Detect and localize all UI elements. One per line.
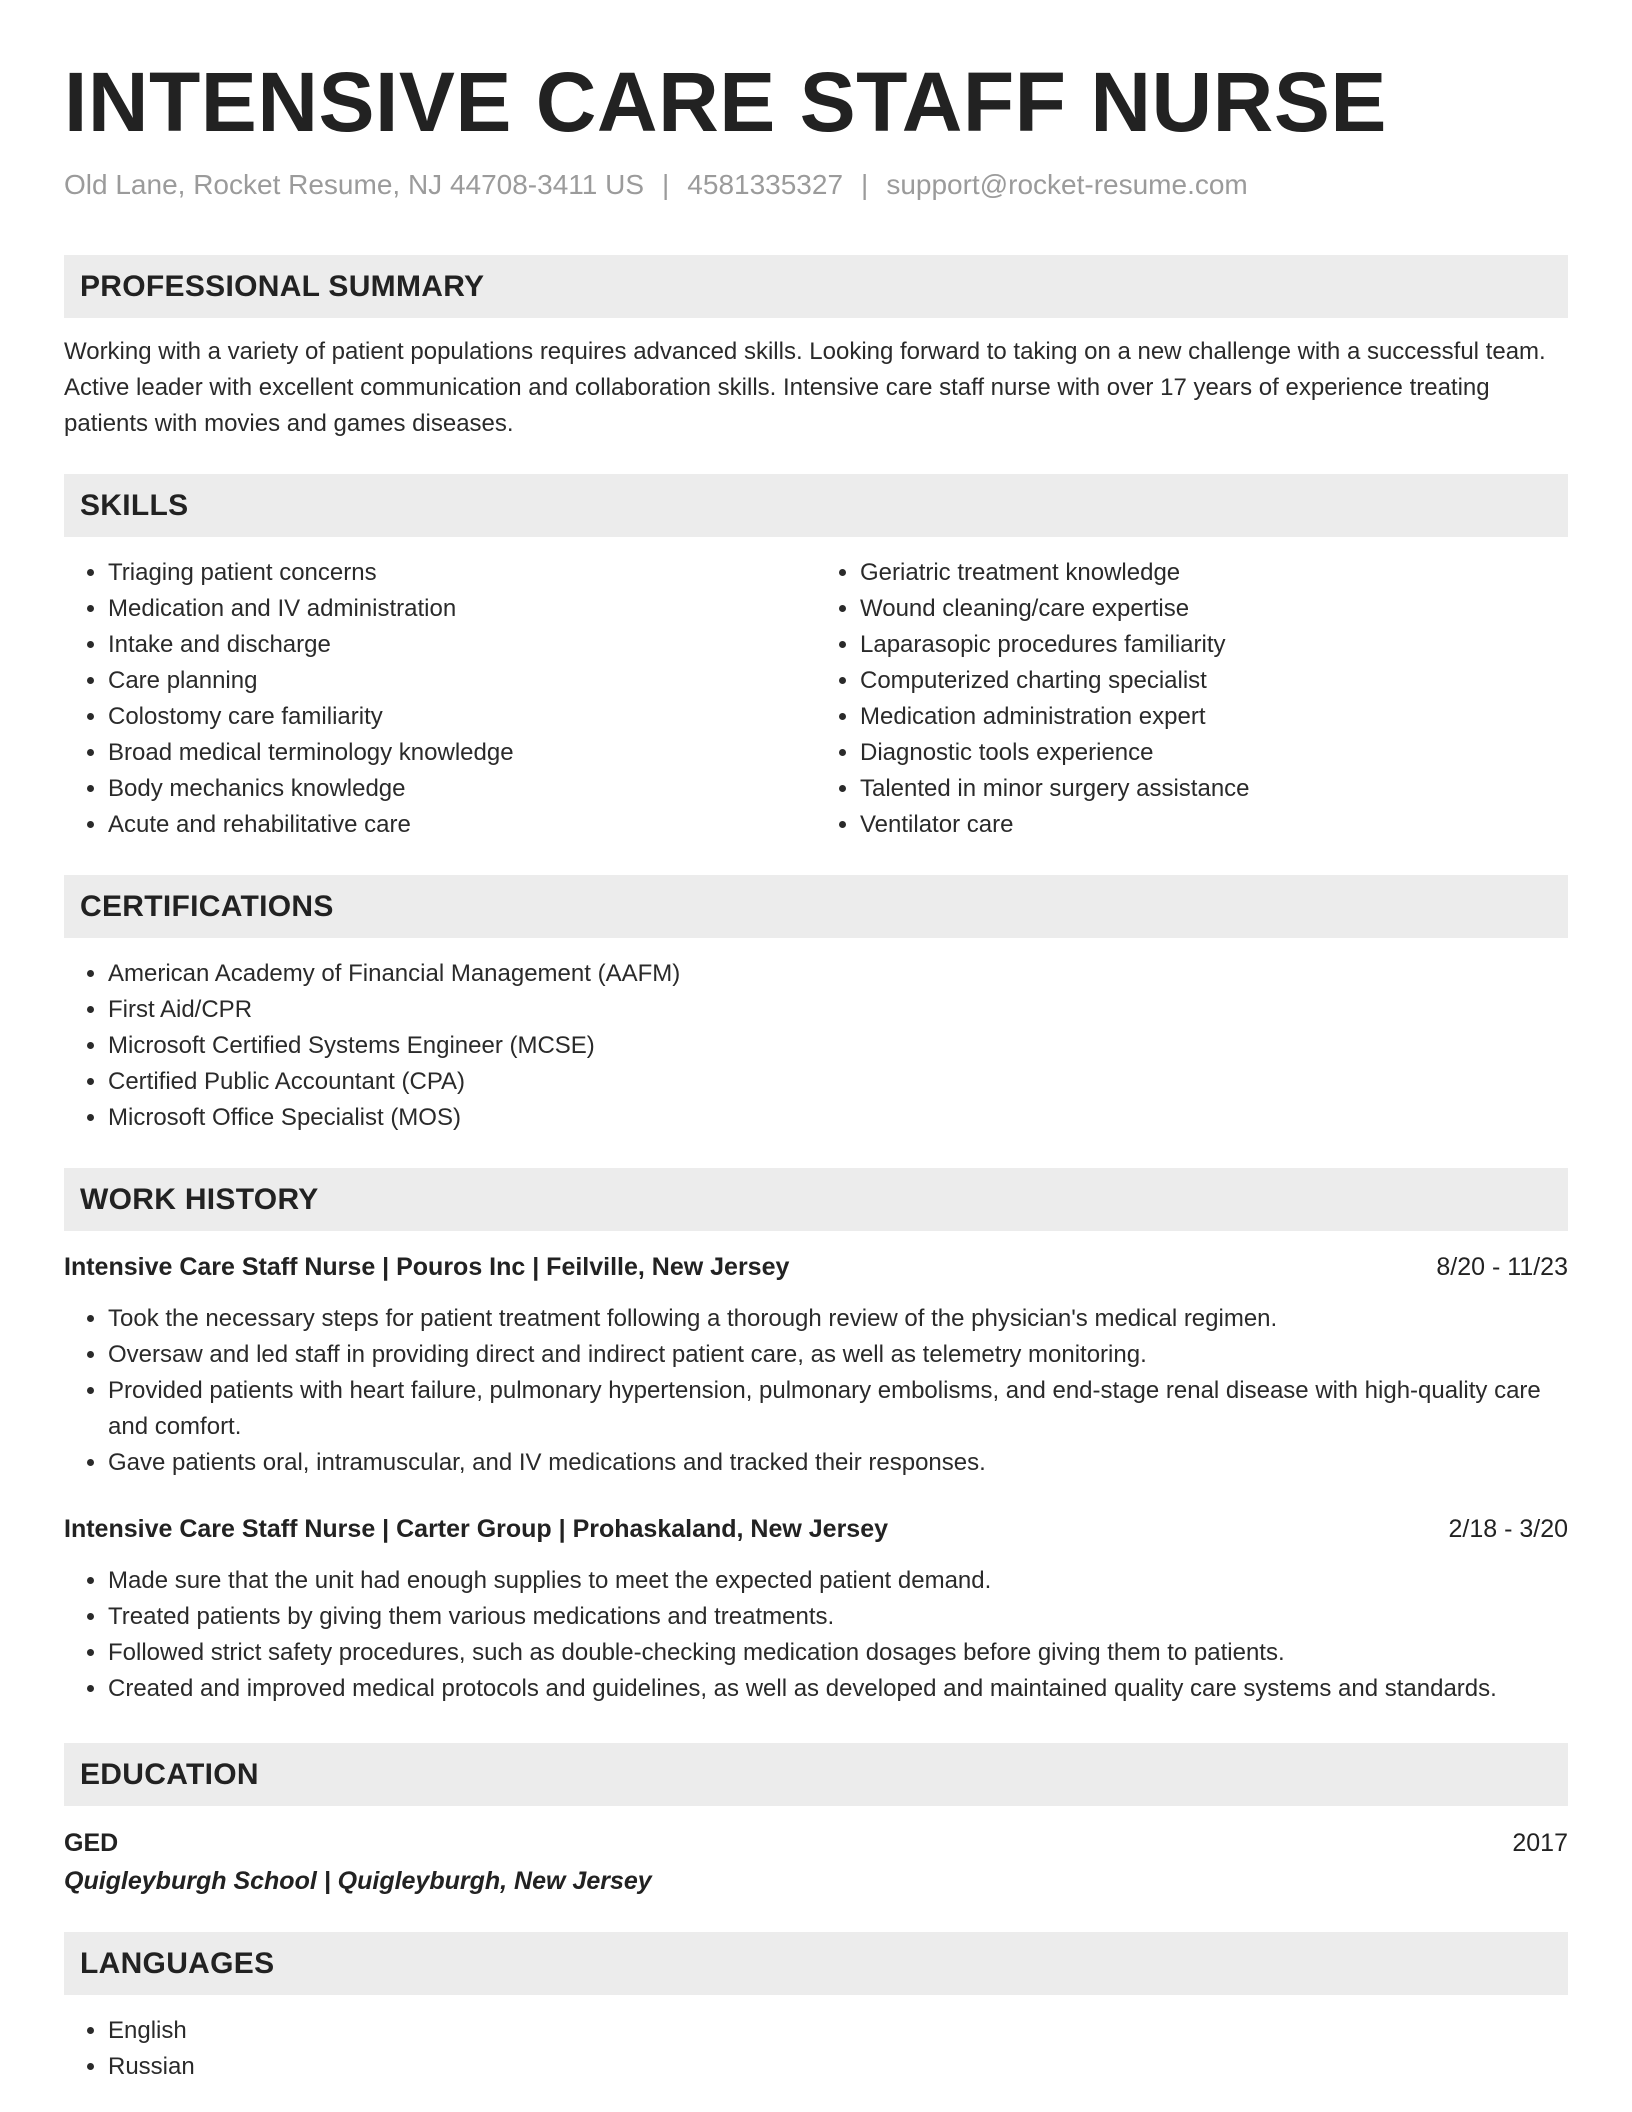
skills-grid — [64, 537, 1568, 843]
section-header-languages: LANGUAGES — [64, 1932, 1568, 1995]
job-bullet: • Provided patients with heart failure, pulmonary hypertension, pulmonary embolisms, and end-stage renal disease with high-quality care and comfort. — [108, 1373, 1568, 1445]
section-header-certifications: CERTIFICATIONS — [64, 875, 1568, 938]
certification-item: • Microsoft Office Specialist (MOS) — [108, 1100, 1568, 1136]
skill-item: • Laparasopic procedures familiarity — [860, 627, 1568, 663]
certification-item: • American Academy of Financial Management (AAFM) — [108, 956, 1568, 992]
education-school: Quigleyburgh School | Quigleyburgh, New Jersey — [64, 1867, 652, 1895]
certification-item: • First Aid/CPR — [108, 992, 1568, 1028]
section-header-education: EDUCATION — [64, 1743, 1568, 1806]
skill-item: • Triaging patient concerns — [108, 555, 816, 591]
job-bullet: • Took the necessary steps for patient treatment following a thorough review of the physician's medical regimen. — [108, 1301, 1568, 1337]
summary-text: Working with a variety of patient populations requires advanced skills. Looking forward to taking on a new challenge with a successful team. Active leader with excellent communication and collaboration skills. Intensive care staff nurse with over 17 years of experience treating patients with movies and games diseases. — [64, 338, 1546, 437]
job-header — [64, 1249, 1568, 1285]
language-item: • Russian — [108, 2049, 1568, 2085]
job-title: Intensive Care Staff Nurse | Carter Group | Prohaskaland, New Jersey — [64, 1515, 889, 1543]
skill-item: • Talented in minor surgery assistance — [860, 771, 1568, 807]
section-header-summary: PROFESSIONAL SUMMARY — [64, 255, 1568, 318]
education-header — [64, 1824, 1568, 1862]
certifications-list — [64, 956, 1568, 1136]
contact-line — [64, 168, 1568, 202]
job-bullet: • Gave patients oral, intramuscular, and IV medications and tracked their responses. — [108, 1445, 1568, 1481]
resume-title: INTENSIVE CARE STAFF NURSE — [64, 55, 1387, 149]
section-header-work-history: WORK HISTORY — [64, 1168, 1568, 1231]
skill-item: • Ventilator care — [860, 807, 1568, 843]
contact-email: support@rocket-resume.com — [886, 169, 1248, 200]
contact-separator: | — [662, 169, 670, 200]
skill-item: • Care planning — [108, 663, 816, 699]
skill-item: • Medication administration expert — [860, 699, 1568, 735]
language-item: • English — [108, 2013, 1568, 2049]
skills-list-left — [64, 555, 816, 843]
job-dates: 8/20 - 11/23 — [1436, 1253, 1568, 1281]
job-title: Intensive Care Staff Nurse | Pouros Inc | Feilville, New Jersey — [64, 1253, 790, 1281]
job-bullets — [64, 1563, 1568, 1707]
skill-item: • Diagnostic tools experience — [860, 735, 1568, 771]
education-degree: GED — [64, 1829, 119, 1857]
job-bullets — [64, 1301, 1568, 1481]
contact-separator: | — [861, 169, 869, 200]
languages-list — [64, 2013, 1568, 2085]
job-header — [64, 1511, 1568, 1547]
skill-item: • Wound cleaning/care expertise — [860, 591, 1568, 627]
skill-item: • Medication and IV administration — [108, 591, 816, 627]
job-bullet: • Oversaw and led staff in providing direct and indirect patient care, as well as telemetry monitoring. — [108, 1337, 1568, 1373]
certification-item: • Certified Public Accountant (CPA) — [108, 1064, 1568, 1100]
skill-item: • Computerized charting specialist — [860, 663, 1568, 699]
skill-item: • Acute and rehabilitative care — [108, 807, 816, 843]
job-bullet: • Followed strict safety procedures, such as double-checking medication dosages before giving them to patients. — [108, 1635, 1568, 1671]
education-year: 2017 — [1512, 1829, 1568, 1857]
job-dates: 2/18 - 3/20 — [1448, 1515, 1568, 1543]
job-bullet: • Treated patients by giving them various medications and treatments. — [108, 1599, 1568, 1635]
skill-item: • Broad medical terminology knowledge — [108, 735, 816, 771]
skill-item: • Colostomy care familiarity — [108, 699, 816, 735]
skills-list-right — [816, 555, 1568, 843]
skill-item: • Body mechanics knowledge — [108, 771, 816, 807]
section-header-skills: SKILLS — [64, 474, 1568, 537]
job-bullet: • Created and improved medical protocols and guidelines, as well as developed and maintained quality care systems and standards. — [108, 1671, 1568, 1707]
job-bullet: • Made sure that the unit had enough supplies to meet the expected patient demand. — [108, 1563, 1568, 1599]
contact-phone: 4581335327 — [687, 169, 844, 200]
skill-item: • Geriatric treatment knowledge — [860, 555, 1568, 591]
certification-item: • Microsoft Certified Systems Engineer (MCSE) — [108, 1028, 1568, 1064]
skill-item: • Intake and discharge — [108, 627, 816, 663]
contact-address: Old Lane, Rocket Resume, NJ 44708-3411 US — [64, 169, 645, 200]
